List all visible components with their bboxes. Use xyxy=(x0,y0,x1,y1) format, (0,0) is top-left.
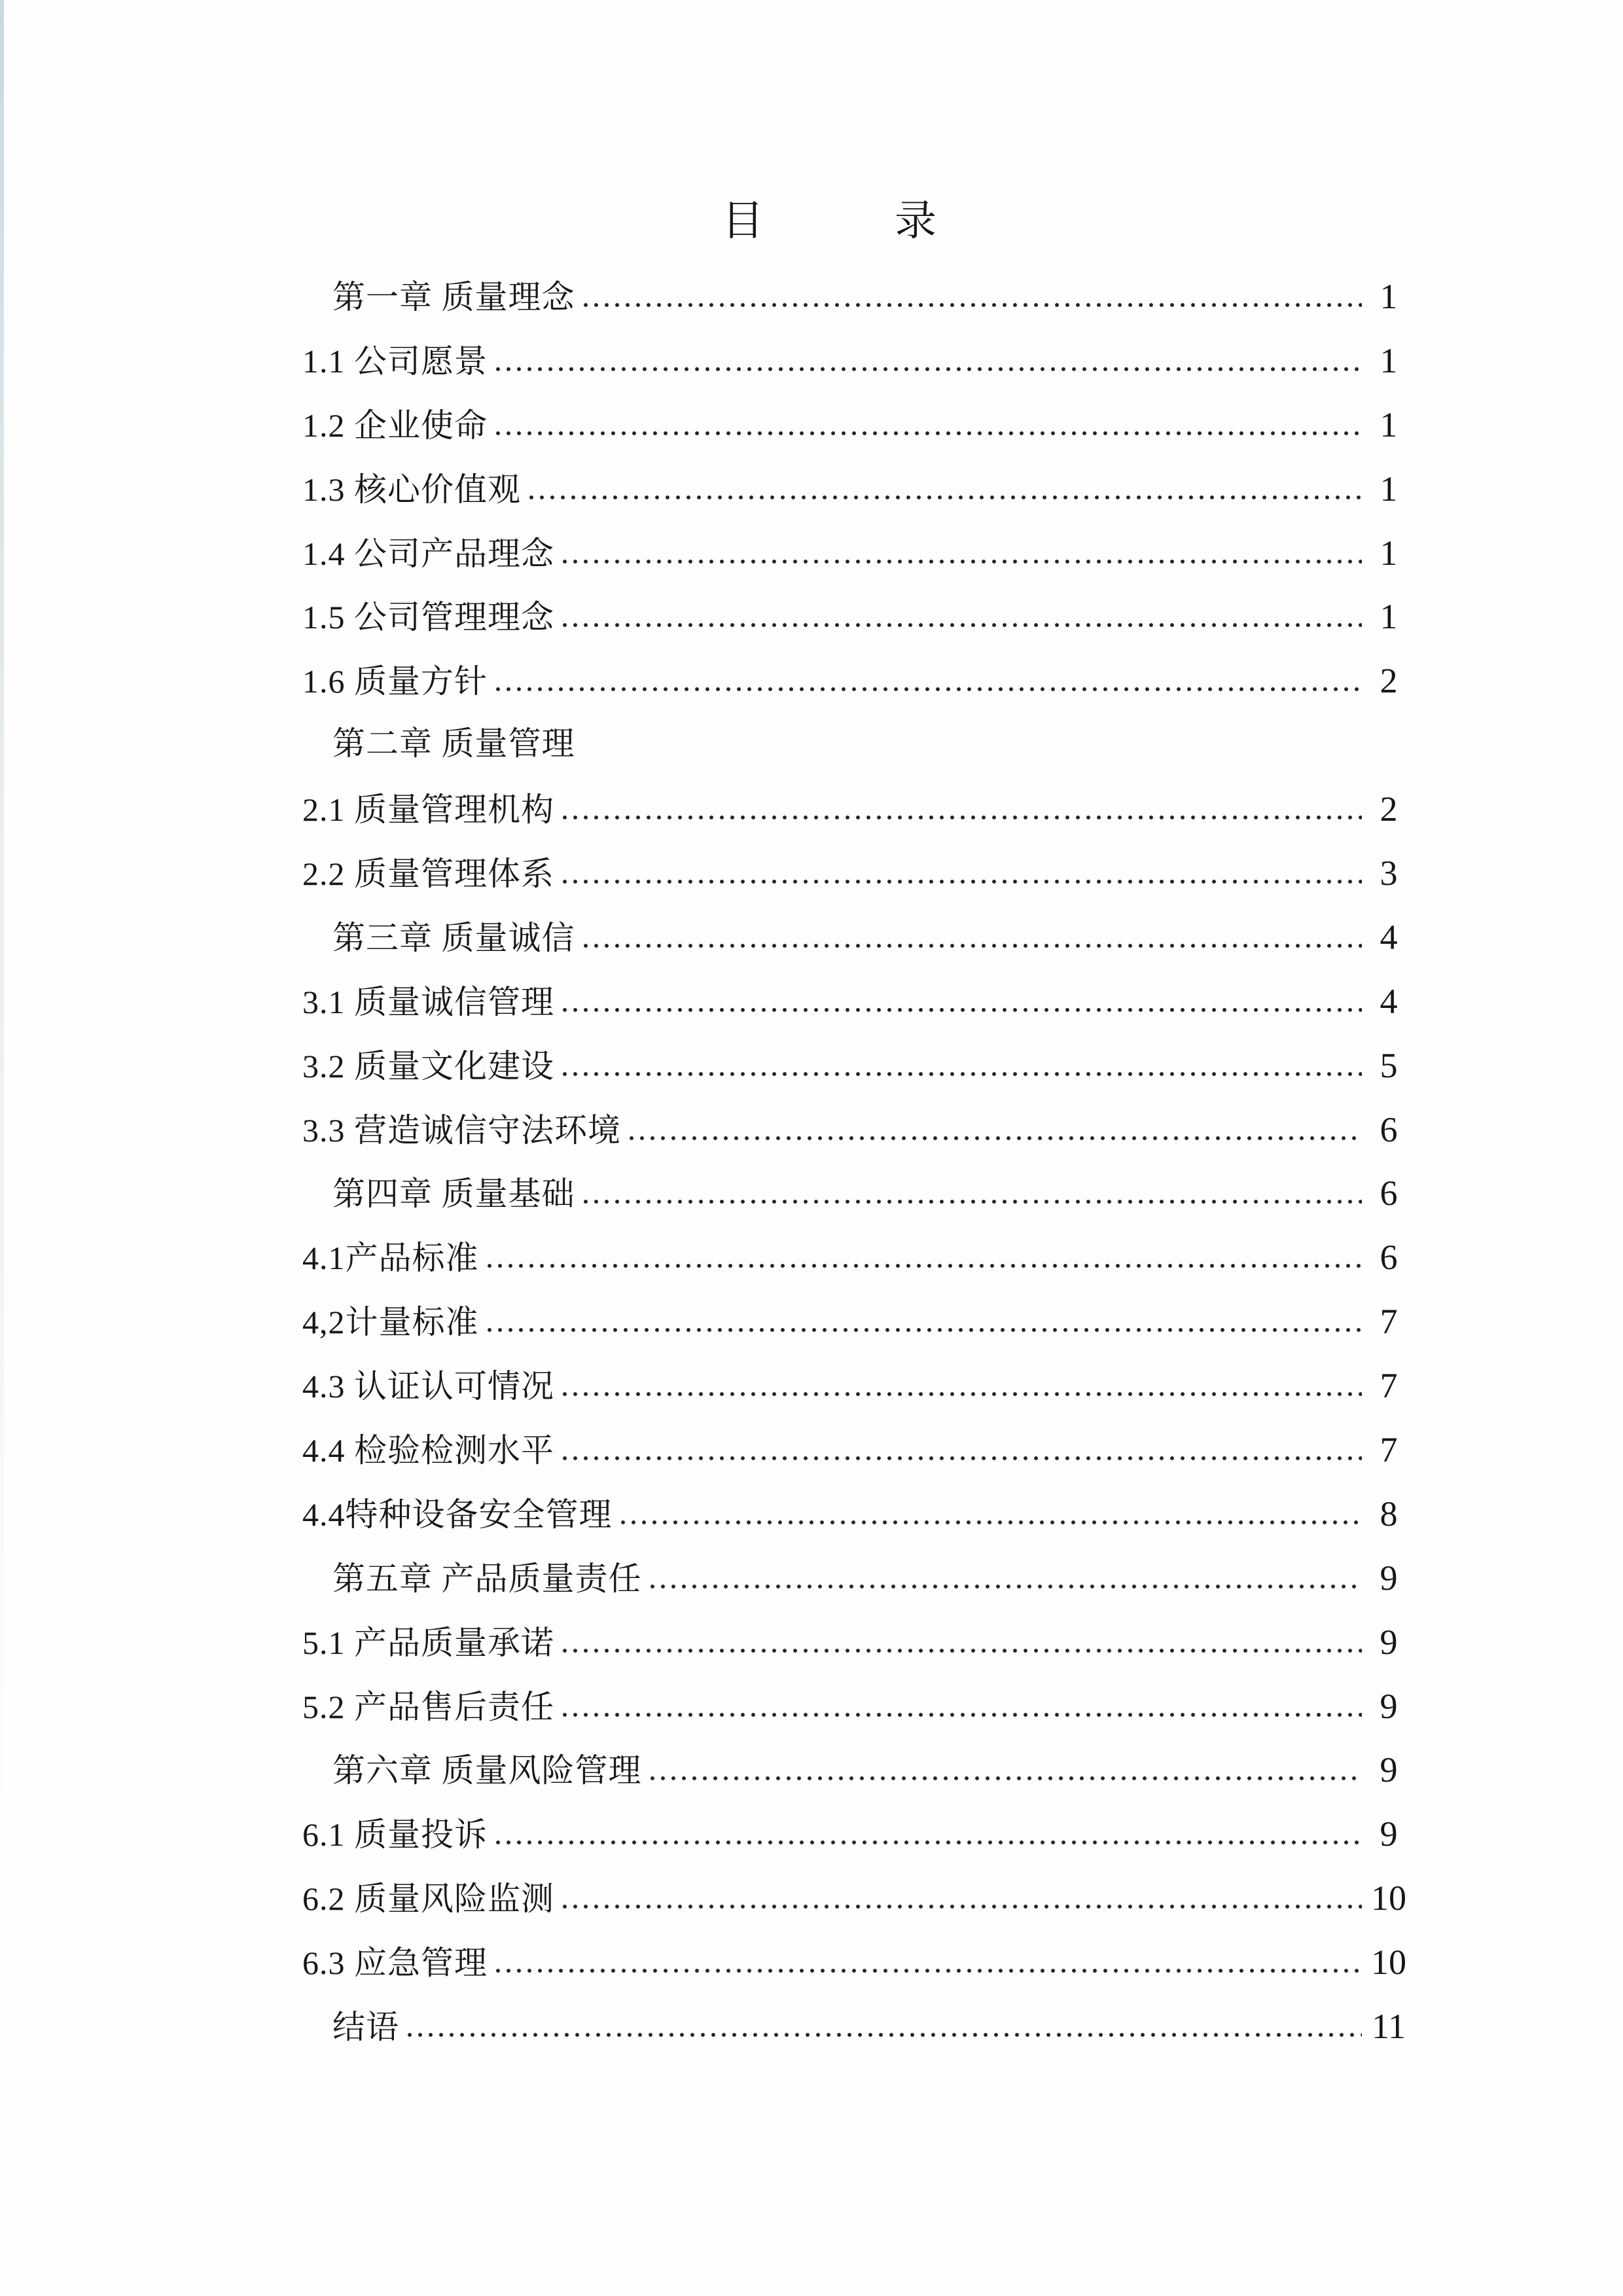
toc-page-number: 1 xyxy=(1380,597,1398,637)
toc-entry-label: 5.1 产品质量承诺 xyxy=(302,1624,554,1661)
toc-leader-dots xyxy=(558,1390,1362,1397)
toc-entry xyxy=(302,262,1412,327)
toc-page-number: 1 xyxy=(1380,533,1398,573)
toc-entry xyxy=(302,1864,1412,1928)
toc-entry-label: 第四章 质量基础 xyxy=(332,1175,575,1213)
toc-entry xyxy=(302,1031,1412,1096)
toc-entry-label: 第一章 质量理念 xyxy=(332,279,575,315)
toc-entry-label: 4.3 认证认可情况 xyxy=(302,1368,554,1405)
toc-page-number: 4 xyxy=(1380,981,1398,1021)
toc-entry-label: 第三章 质量诚信 xyxy=(332,919,575,956)
toc-page-number: 10 xyxy=(1371,1943,1406,1982)
toc-page-number: 6 xyxy=(1380,1109,1398,1149)
toc-entry-label: 1.4 公司产品理念 xyxy=(302,535,554,572)
toc-entry xyxy=(302,1672,1412,1736)
toc-page-number: 7 xyxy=(1380,1430,1398,1470)
toc-entry xyxy=(302,967,1412,1031)
toc-page-number: 4 xyxy=(1380,917,1398,957)
toc-leader-dots xyxy=(558,1005,1362,1013)
toc-leader-dots xyxy=(491,1966,1362,1974)
toc-page-number: 6 xyxy=(1380,1174,1398,1213)
toc-entry xyxy=(302,1608,1412,1672)
toc-entry xyxy=(302,1544,1412,1608)
toc-list xyxy=(302,262,1412,2056)
toc-entry xyxy=(302,1287,1412,1352)
toc-entry-label: 5.2 产品售后责任 xyxy=(302,1688,554,1725)
toc-entry-label: 4.4特种设备安全管理 xyxy=(302,1496,613,1533)
toc-page-number: 2 xyxy=(1380,661,1398,701)
toc-entry xyxy=(302,711,1412,775)
toc-entry-label: 6.3 应急管理 xyxy=(302,1945,488,1982)
toc-entry-label: 6.1 质量投诉 xyxy=(302,1816,488,1854)
toc-entry xyxy=(302,647,1412,711)
toc-page-number: 2 xyxy=(1380,789,1398,829)
toc-leader-dots xyxy=(579,941,1363,949)
toc-entry-label: 4.1产品标准 xyxy=(302,1240,479,1277)
toc-entry-label: 第六章 质量风险管理 xyxy=(332,1752,642,1789)
scan-edge-shadow xyxy=(0,0,4,2296)
toc-leader-dots xyxy=(579,1197,1363,1205)
toc-entry-label: 1.6 质量方针 xyxy=(302,663,488,700)
toc-entry-label: 6.2 质量风险监测 xyxy=(302,1880,554,1918)
toc-entry-label: 第五章 产品质量责任 xyxy=(332,1560,642,1597)
toc-leader-dots xyxy=(483,1261,1363,1269)
toc-page-number: 9 xyxy=(1380,1814,1398,1854)
toc-page-number: 1 xyxy=(1380,340,1398,380)
toc-entry xyxy=(302,391,1412,455)
toc-entry-label: 4,2计量标准 xyxy=(302,1304,479,1341)
toc-leader-dots xyxy=(491,365,1362,372)
toc-leader-dots xyxy=(491,685,1362,692)
toc-leader-dots xyxy=(491,1838,1362,1846)
toc-leader-dots xyxy=(558,877,1362,885)
toc-entry xyxy=(302,1800,1412,1864)
toc-entry xyxy=(302,583,1412,647)
toc-leader-dots xyxy=(403,2030,1362,2038)
toc-entry-label: 2.2 质量管理体系 xyxy=(302,855,554,893)
toc-leader-dots xyxy=(558,620,1362,628)
toc-entry xyxy=(302,1992,1412,2056)
toc-leader-dots xyxy=(558,1902,1362,1910)
toc-entry xyxy=(302,1928,1412,1992)
toc-entry xyxy=(302,519,1412,583)
toc-leader-dots xyxy=(491,429,1362,437)
toc-page-number: 3 xyxy=(1380,853,1398,893)
toc-page-number: 11 xyxy=(1372,2007,1406,2047)
toc-leader-dots xyxy=(558,813,1362,821)
toc-entry xyxy=(302,1096,1412,1160)
toc-leader-dots xyxy=(646,1582,1363,1590)
toc-entry-label: 3.3 营造诚信守法环境 xyxy=(302,1111,621,1149)
toc-entry xyxy=(302,1416,1412,1480)
toc-entry-label: 3.1 质量诚信管理 xyxy=(302,983,554,1020)
toc-page-number: 1 xyxy=(1380,404,1398,444)
toc-leader-dots xyxy=(558,1069,1362,1077)
toc-leader-dots xyxy=(558,1454,1362,1462)
toc-entry xyxy=(302,1223,1412,1287)
toc-page-number: 9 xyxy=(1380,1686,1398,1726)
toc-page-number: 6 xyxy=(1380,1238,1398,1278)
toc-entry-label: 4.4 检验检测水平 xyxy=(302,1432,554,1469)
toc-leader-dots xyxy=(558,557,1362,565)
toc-page-number: 9 xyxy=(1380,1622,1398,1662)
toc-entry xyxy=(302,775,1412,839)
toc-leader-dots xyxy=(625,1134,1362,1141)
toc-leader-dots xyxy=(558,1646,1362,1654)
toc-entry xyxy=(302,903,1412,967)
toc-leader-dots xyxy=(579,300,1363,308)
toc-page-number: 1 xyxy=(1380,277,1398,316)
toc-page-number: 7 xyxy=(1380,1302,1398,1342)
toc-entry xyxy=(302,1480,1412,1544)
toc-entry-label: 结语 xyxy=(332,2009,399,2046)
toc-leader-dots xyxy=(616,1518,1363,1526)
page-title: 目 录 xyxy=(722,198,938,244)
toc-page-number: 7 xyxy=(1380,1366,1398,1406)
toc-page-number: 8 xyxy=(1380,1494,1398,1534)
toc-entry xyxy=(302,1736,1412,1800)
toc-page-number: 1 xyxy=(1380,469,1398,509)
toc-entry-label: 第二章 质量管理 xyxy=(332,725,575,762)
toc-entry-label: 1.3 核心价值观 xyxy=(302,471,521,508)
toc-entry xyxy=(302,1159,1412,1223)
toc-page-number: 9 xyxy=(1380,1558,1398,1598)
toc-leader-dots xyxy=(483,1325,1363,1333)
toc-entry xyxy=(302,839,1412,903)
toc-page-number: 9 xyxy=(1380,1750,1398,1790)
toc-page-number: 10 xyxy=(1371,1878,1406,1918)
toc-entry xyxy=(302,1352,1412,1416)
toc-page-number: 5 xyxy=(1380,1045,1398,1085)
toc-entry-label: 1.1 公司愿景 xyxy=(302,342,488,380)
toc-entry xyxy=(302,455,1412,519)
toc-entry xyxy=(302,327,1412,391)
toc-entry-label: 1.5 公司管理理念 xyxy=(302,599,554,636)
toc-leader-dots xyxy=(558,1710,1362,1718)
toc-entry-label: 2.1 质量管理机构 xyxy=(302,791,554,829)
toc-leader-dots xyxy=(646,1774,1363,1782)
toc-leader-dots xyxy=(525,493,1362,501)
toc-entry-label: 1.2 企业使命 xyxy=(302,406,488,444)
toc-entry-label: 3.2 质量文化建设 xyxy=(302,1047,554,1085)
